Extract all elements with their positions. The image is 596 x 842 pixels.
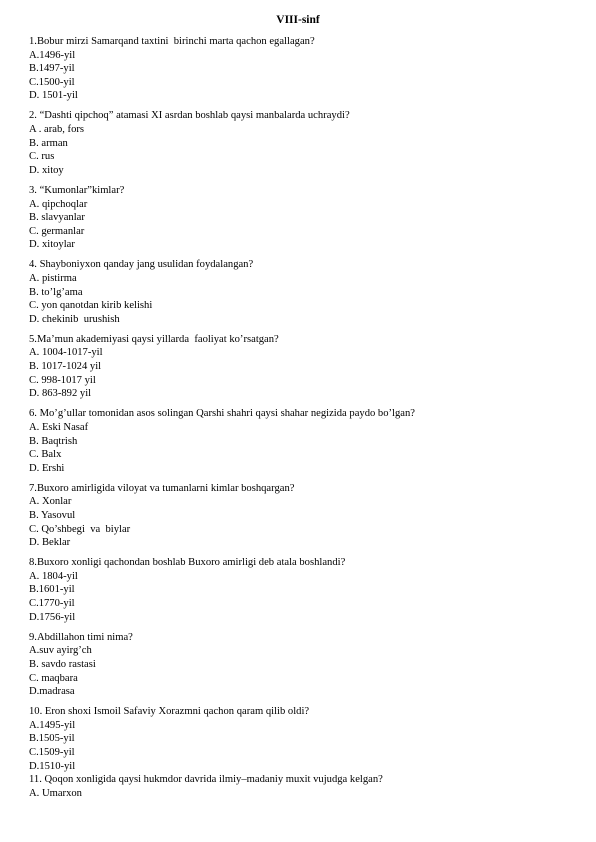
answer-option: B.1497-yil [29, 63, 75, 75]
answer-option: A. Xonlar [29, 496, 72, 508]
answer-option: C. rus [29, 151, 55, 163]
answer-option: B. 1017-1024 yil [29, 361, 102, 373]
answer-option: D. chekinib urushish [29, 313, 120, 325]
question-block [29, 631, 569, 699]
answer-option: D. xitoy [29, 164, 64, 176]
answer-option: D. xitoylar [29, 239, 75, 251]
answer-option: C. germanlar [29, 225, 85, 237]
answer-option: B.1505-yil [29, 733, 75, 745]
answer-option: A.1495-yil [29, 719, 76, 731]
question-text: 4. Shayboniyxon qanday jang usulidan foydalangan? [29, 259, 254, 271]
question-text: 9.Abdillahon timi nima? [29, 631, 133, 643]
answer-option: D.1756-yil [29, 611, 76, 623]
answer-option: A. qipchoqlar [29, 198, 88, 210]
question-block [29, 109, 569, 177]
answer-option: D. 863-892 yil [29, 388, 92, 400]
answer-option: B. slavyanlar [29, 212, 85, 224]
answer-option: C. Balx [29, 449, 62, 461]
question-block [29, 773, 569, 800]
question-text: 11. Qoqon xonligida qaysi hukmdor davrida ilmiy–madaniy muxit vujudga kelgan? [29, 774, 383, 786]
question-block [29, 184, 569, 252]
answer-option: B. Baqtrish [29, 435, 78, 447]
question-block [29, 407, 569, 475]
question-text: 10. Eron shoxi Ismoil Safaviy Xorazmni qachon qaram qilib oldi? [29, 706, 310, 718]
question-block [29, 35, 569, 103]
answer-option: C. yon qanotdan kirib kelishi [29, 300, 153, 312]
question-list [29, 35, 569, 800]
answer-option: B.1601-yil [29, 584, 75, 596]
answer-option: D.madrasa [29, 686, 75, 698]
question-block [29, 258, 569, 326]
answer-option: B. to’lg’ama [29, 286, 83, 298]
answer-option: C. maqbara [29, 672, 78, 684]
answer-option: A. Eski Nasaf [29, 421, 89, 433]
answer-option: C.1770-yil [29, 598, 75, 610]
answer-option: C. 998-1017 yil [29, 374, 96, 386]
answer-option: A. 1004-1017-yil [29, 347, 103, 359]
answer-option: A.suv ayirg’ch [29, 645, 92, 657]
question-block [29, 556, 569, 624]
answer-option: C.1509-yil [29, 747, 75, 758]
question-text: 3. “Kumonlar”kimlar? [29, 184, 125, 196]
answer-option: B. arman [29, 137, 68, 149]
answer-option: A . arab, fors [29, 124, 85, 136]
question-text: 2. “Dashti qipchoq” atamasi XI asrdan boshlab qaysi manbalarda uchraydi? [29, 110, 350, 122]
answer-option: C.1500-yil [29, 76, 75, 88]
answer-option: D. Ershi [29, 462, 65, 474]
answer-option: A.1496-yil [29, 49, 76, 61]
question-block [29, 482, 569, 550]
question-block [29, 333, 569, 401]
answer-option: D. Beklar [29, 537, 71, 549]
answer-option: A. Umarxon [29, 787, 82, 799]
question-text: 1.Bobur mirzi Samarqand taxtini birinchi marta qachon egallagan? [29, 36, 315, 47]
question-text: 6. Mo’g’ullar tomonidan asos solingan Qarshi shahri qaysi shahar negizida paydo bo’lgan? [29, 408, 415, 420]
answer-option: D.1510-yil [29, 760, 76, 772]
question-block [29, 705, 569, 773]
answer-option: C. Qo’shbegi va biylar [29, 523, 131, 535]
answer-option: A. 1804-yil [29, 570, 78, 582]
answer-option: A. pistirma [29, 273, 77, 284]
answer-option: D. 1501-yil [29, 90, 78, 102]
page-title: VIII-sinf [276, 14, 320, 26]
answer-option: B. savdo rastasi [29, 658, 96, 670]
question-text: 7.Buxoro amirligida viloyat va tumanlarni kimlar boshqargan? [29, 482, 295, 494]
answer-option: B. Yasovul [29, 510, 76, 521]
question-text: 5.Ma’mun akademiyasi qaysi yillarda faoliyat ko’rsatgan? [29, 333, 279, 345]
question-text: 8.Buxoro xonligi qachondan boshlab Buxoro amirligi deb atala boshlandi? [29, 557, 346, 569]
